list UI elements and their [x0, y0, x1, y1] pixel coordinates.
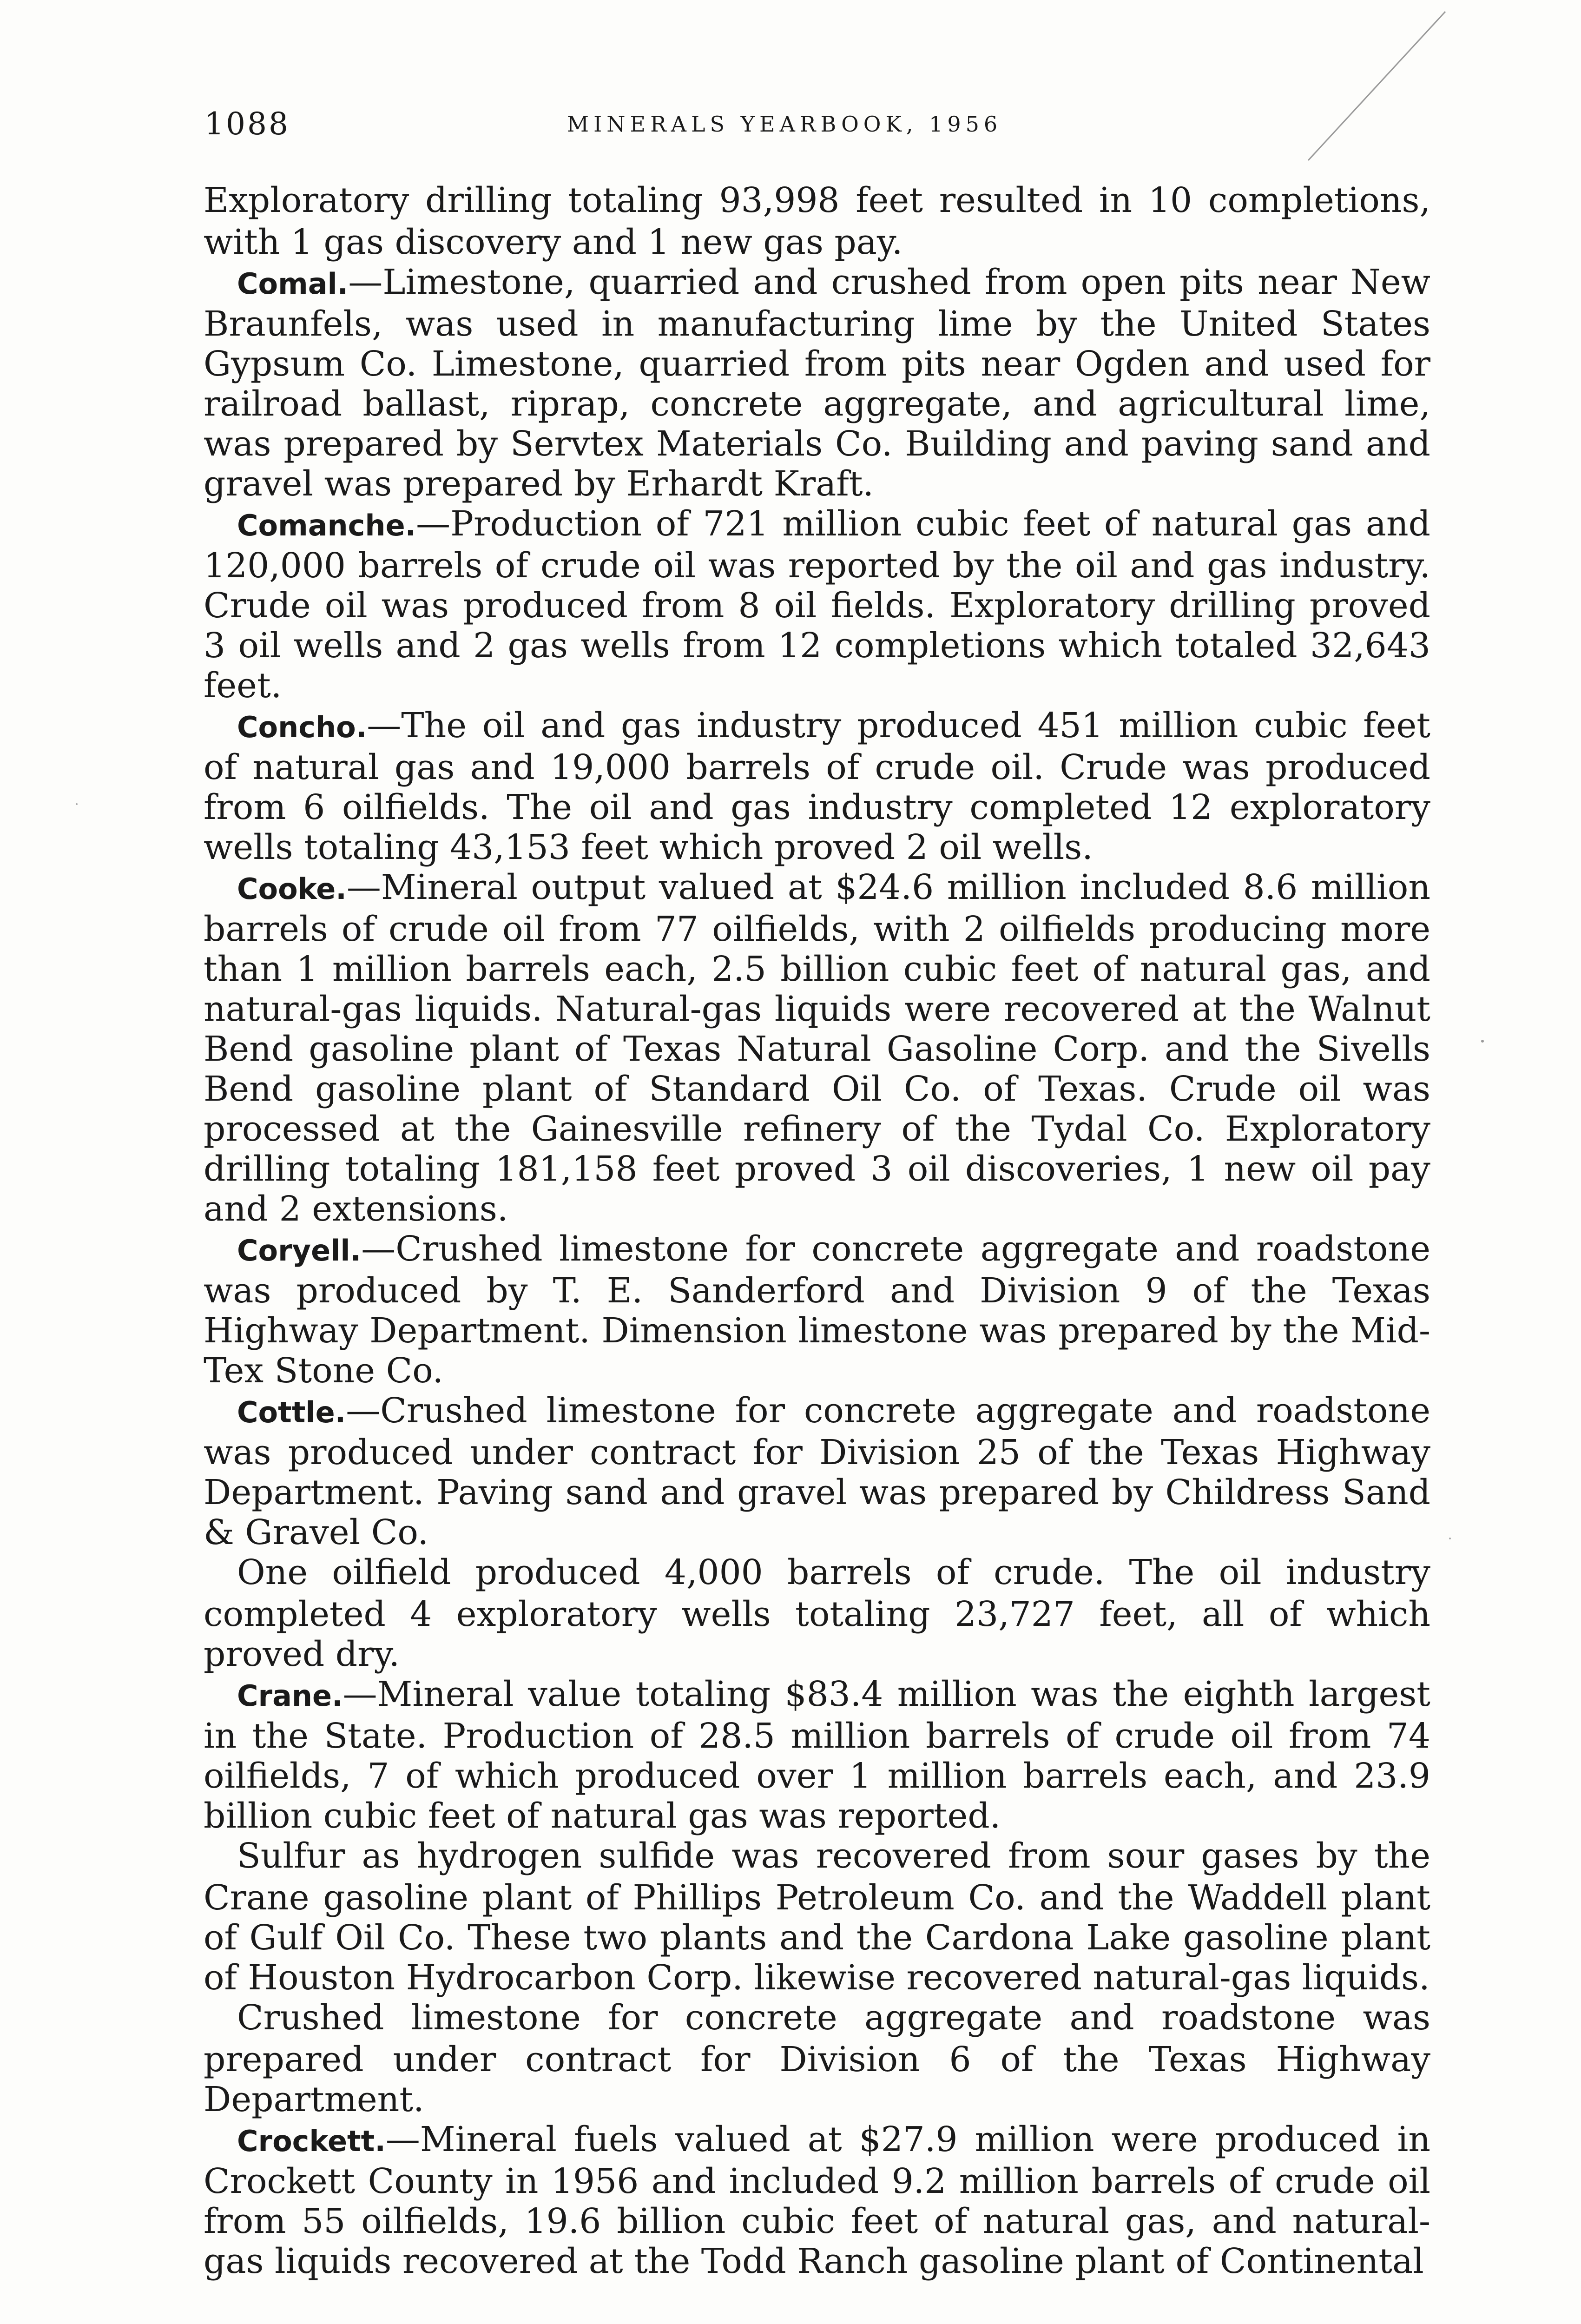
running-title: MINERALS YEARBOOK, 1956: [567, 112, 1002, 137]
paragraph: [204, 867, 1430, 1229]
paragraph-text: —Production of 721 million cubic feet of natural gas and 120,000 barrels of crude oil was reported by the oil and gas industry. Crude oil was produced from 8 oil fields. Exploratory drilling proved 3 oil wells and 2 gas wells from 12 completions which totaled 32,643 feet.: [204, 504, 1430, 706]
county-heading: Comanche.: [237, 508, 416, 542]
paragraph-text: —Mineral output valued at $24.6 million included 8.6 million barrels of crude oil from 77 oilfields, with 2 oilfields producing more than 1 million barrels each, 2.5 billion cubic feet of natural gas, and natural-gas liquids. Natural-gas liquids were recovered at the Walnut Bend gasoline plant of Texas Natural Gasoline Corp. and the Sivells Bend gasoline plant of Standard Oil Co. of Texas. Crude oil was processed at the Gainesville refinery of the Tydal Co. Exploratory drilling totaling 181,158 feet proved 3 oil discoveries, 1 new oil pay and 2 extensions.: [204, 867, 1430, 1229]
paragraph-text: —Crushed limestone for concrete aggregate and roadstone was produced by T. E. Sanderford and Division 9 of the Texas Highway Department. Dimension limestone was prepared by the Mid-Tex Stone Co.: [204, 1229, 1430, 1391]
paragraph: [204, 706, 1430, 867]
county-heading: Crockett.: [237, 2124, 386, 2158]
paragraph: [204, 180, 1430, 262]
paragraph-text: —Mineral fuels valued at $27.9 million were produced in Crockett County in 1956 and included 9.2 million barrels of crude oil from 55 oilfields, 19.6 billion cubic feet of natural gas, and natural-gas liquids recovered at the Todd Ranch gasoline plant of Continental: [204, 2119, 1430, 2281]
page-number: 1088: [204, 106, 290, 142]
paragraph: [204, 1229, 1430, 1391]
paragraph: [204, 1391, 1430, 1552]
page-header: [204, 106, 1431, 148]
county-heading: Comal.: [237, 267, 349, 301]
county-heading: Cottle.: [237, 1395, 346, 1429]
paragraph-text: —Crushed limestone for concrete aggregate and roadstone was produced under contract for Division 25 of the Texas Highway Department. Paving sand and gravel was prepared by Childress Sand & Gravel Co.: [204, 1391, 1430, 1552]
paragraph-text: —The oil and gas industry produced 451 million cubic feet of natural gas and 19,000 barrels of crude oil. Crude was produced from 6 oilfields. The oil and gas industry completed 12 exploratory wells totaling 43,153 feet which proved 2 oil wells.: [204, 706, 1430, 867]
paragraph-text: —Mineral value totaling $83.4 million was the eighth largest in the State. Production of 28.5 million barrels of crude oil from 74 oilfields, 7 of which produced over 1 million barrels each, and 23.9 billion cubic feet of natural gas was reported.: [204, 1674, 1430, 1836]
paragraph: [204, 1836, 1430, 1998]
paragraph: [204, 2119, 1430, 2281]
paragraph-text: —Limestone, quarried and crushed from open pits near New Braunfels, was used in manufacturing lime by the United States Gypsum Co. Limestone, quarried from pits near Ogden and used for railroad ballast, riprap, concrete aggregate, and agricultural lime, was prepared by Servtex Materials Co. Building and paving sand and gravel was prepared by Erhardt Kraft.: [204, 262, 1430, 504]
paragraph-text: One oilfield produced 4,000 barrels of crude. The oil industry completed 4 exploratory wells totaling 23,727 feet, all of which proved dry.: [204, 1552, 1430, 1674]
paragraph-text: Exploratory drilling totaling 93,998 feet resulted in 10 completions, with 1 gas discovery and 1 new gas pay.: [204, 180, 1430, 262]
county-heading: Cooke.: [237, 872, 347, 906]
county-heading: Concho.: [237, 710, 367, 744]
paragraph: [204, 504, 1430, 706]
paragraph-text: Sulfur as hydrogen sulfide was recovered from sour gases by the Crane gasoline plant of Phillips Petroleum Co. and the Waddell plant of Gulf Oil Co. These two plants and the Cardona Lake gasoline plant of Houston Hydrocarbon Corp. likewise recovered natural-gas liquids.: [204, 1836, 1430, 1998]
county-heading: Coryell.: [237, 1234, 362, 1268]
body-text: [204, 180, 1430, 2281]
paragraph: [204, 1552, 1430, 1674]
paragraph: [204, 262, 1430, 504]
paragraph-text: Crushed limestone for concrete aggregate and roadstone was prepared under contract for Division 6 of the Texas Highway Department.: [204, 1998, 1430, 2119]
paragraph: [204, 1998, 1430, 2119]
paragraph: [204, 1674, 1430, 1836]
county-heading: Crane.: [237, 1679, 343, 1713]
